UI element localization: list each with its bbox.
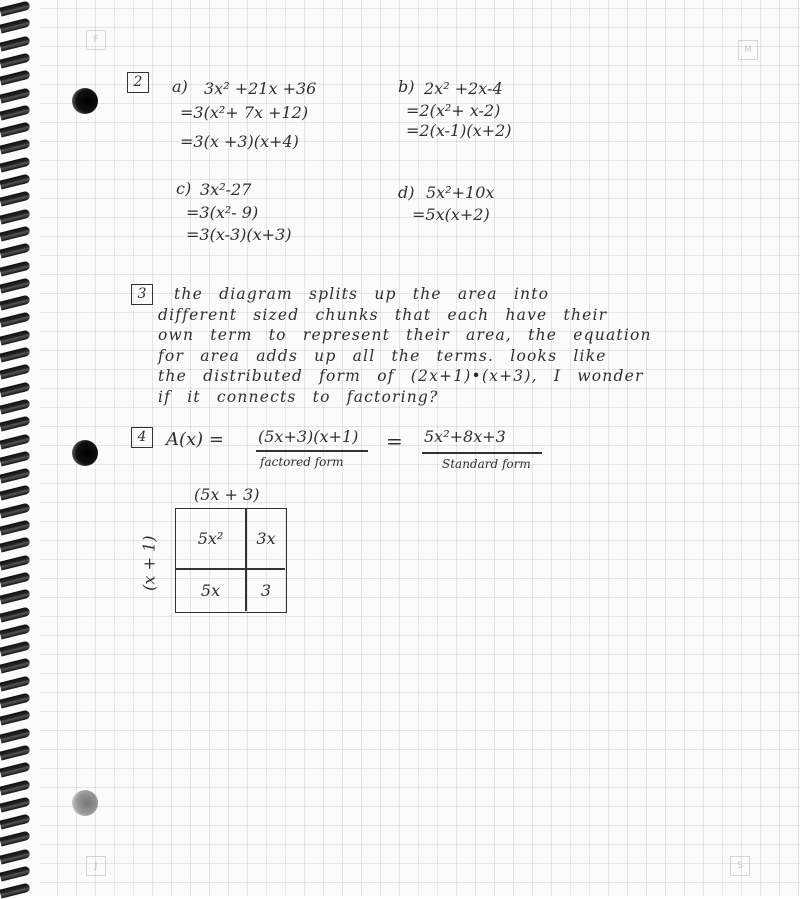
part-d-label: d) bbox=[398, 183, 415, 202]
spiral-coil bbox=[0, 243, 31, 259]
spiral-coil bbox=[0, 537, 31, 553]
spiral-coil bbox=[0, 571, 31, 587]
spiral-coil bbox=[0, 658, 31, 674]
spiral-coil bbox=[0, 589, 31, 605]
part-b-label: b) bbox=[398, 77, 415, 96]
answer-line: for area adds up all the terms. looks like bbox=[158, 346, 607, 365]
problem-4-number: 4 bbox=[131, 427, 153, 448]
spiral-coil bbox=[0, 502, 31, 518]
spiral-coil bbox=[0, 623, 31, 639]
standard-underline bbox=[422, 452, 542, 454]
factored-underline bbox=[256, 450, 368, 452]
part-c-line: =3(x-3)(x+3) bbox=[186, 225, 292, 244]
spiral-coil bbox=[0, 398, 31, 414]
standard-expression: 5x²+8x+3 bbox=[424, 427, 506, 446]
part-c-line: =3(x²- 9) bbox=[186, 203, 259, 222]
problem-2-number: 2 bbox=[127, 72, 149, 93]
binder-hole bbox=[72, 440, 98, 466]
spiral-coil bbox=[0, 848, 31, 864]
spiral-coil bbox=[0, 485, 31, 501]
spiral-coil bbox=[0, 468, 31, 484]
spiral-coil bbox=[0, 208, 31, 224]
spiral-coil bbox=[0, 70, 31, 86]
spiral-coil bbox=[0, 727, 31, 743]
equals-sign: = bbox=[386, 429, 403, 453]
part-a-line: =3(x +3)(x+4) bbox=[180, 132, 299, 151]
area-cell: 3 bbox=[260, 580, 272, 600]
spiral-coil bbox=[0, 814, 31, 830]
area-cell: 5x² bbox=[197, 529, 224, 548]
spiral-coil bbox=[0, 52, 31, 68]
factored-form-label: factored form bbox=[260, 455, 344, 469]
spiral-coil bbox=[0, 18, 31, 34]
spiral-coil bbox=[0, 779, 31, 795]
part-c-label: c) bbox=[176, 179, 192, 198]
problem-3-number: 3 bbox=[131, 284, 153, 305]
binder-hole bbox=[72, 790, 98, 816]
spiral-coil bbox=[0, 312, 31, 328]
corner-mark: J bbox=[86, 856, 106, 876]
part-a-label: a) bbox=[172, 77, 188, 96]
corner-mark: S bbox=[730, 856, 750, 876]
spiral-coil bbox=[0, 139, 31, 155]
corner-mark: M bbox=[738, 40, 758, 60]
function-name: A(x) = bbox=[166, 429, 224, 450]
spiral-coil bbox=[0, 1, 31, 17]
spiral-coil bbox=[0, 520, 31, 536]
part-d-line: =5x(x+2) bbox=[412, 205, 490, 224]
part-c-line: 3x²-27 bbox=[200, 180, 252, 199]
corner-mark: F bbox=[86, 30, 106, 50]
answer-line: different sized chunks that each have their bbox=[158, 305, 608, 324]
spiral-coil bbox=[0, 87, 31, 103]
spiral-coil bbox=[0, 433, 31, 449]
spiral-coil bbox=[0, 277, 31, 293]
part-d-line: 5x²+10x bbox=[426, 183, 495, 202]
spiral-coil bbox=[0, 191, 31, 207]
spiral-coil bbox=[0, 554, 31, 570]
area-table-side-label: (x + 1) bbox=[139, 535, 159, 591]
spiral-coil bbox=[0, 796, 31, 812]
binder-hole bbox=[72, 88, 98, 114]
part-b-line: =2(x-1)(x+2) bbox=[406, 121, 512, 140]
spiral-coil bbox=[0, 744, 31, 760]
part-b-line: =2(x²+ x-2) bbox=[406, 101, 501, 120]
spiral-coil bbox=[0, 35, 31, 51]
spiral-coil bbox=[0, 174, 31, 190]
area-table bbox=[175, 508, 287, 613]
answer-line: if it connects to factoring? bbox=[158, 387, 439, 406]
part-b-line: 2x² +2x-4 bbox=[424, 79, 503, 98]
answer-line: the diagram splits up the area into bbox=[174, 285, 550, 303]
spiral-binding bbox=[0, 0, 40, 896]
spiral-coil bbox=[0, 883, 31, 899]
area-cell: 3x bbox=[256, 529, 276, 548]
spiral-coil bbox=[0, 347, 31, 363]
spiral-coil bbox=[0, 381, 31, 397]
factored-expression: (5x+3)(x+1) bbox=[258, 427, 359, 446]
area-table-top-label: (5x + 3) bbox=[194, 485, 260, 504]
answer-line: the distributed form of (2x+1)•(x+3), I wonder bbox=[158, 367, 644, 385]
spiral-coil bbox=[0, 104, 31, 120]
spiral-coil bbox=[0, 831, 31, 847]
spiral-coil bbox=[0, 762, 31, 778]
spiral-coil bbox=[0, 156, 31, 172]
problem-3-answer bbox=[158, 284, 738, 407]
spiral-coil bbox=[0, 295, 31, 311]
area-cell: 5x bbox=[200, 580, 221, 600]
spiral-coil bbox=[0, 225, 31, 241]
part-a-line: 3x² +21x +36 bbox=[204, 79, 317, 98]
answer-line: own term to represent their area, the equation bbox=[158, 326, 652, 344]
spiral-coil bbox=[0, 606, 31, 622]
spiral-coil bbox=[0, 693, 31, 709]
spiral-coil bbox=[0, 710, 31, 726]
spiral-coil bbox=[0, 260, 31, 276]
spiral-coil bbox=[0, 450, 31, 466]
spiral-coil bbox=[0, 329, 31, 345]
spiral-coil bbox=[0, 641, 31, 657]
spiral-coil bbox=[0, 364, 31, 380]
standard-form-label: Standard form bbox=[442, 457, 531, 471]
spiral-coil bbox=[0, 675, 31, 691]
spiral-coil bbox=[0, 866, 31, 882]
spiral-coil bbox=[0, 416, 31, 432]
part-a-line: =3(x²+ 7x +12) bbox=[180, 103, 309, 122]
spiral-coil bbox=[0, 122, 31, 138]
